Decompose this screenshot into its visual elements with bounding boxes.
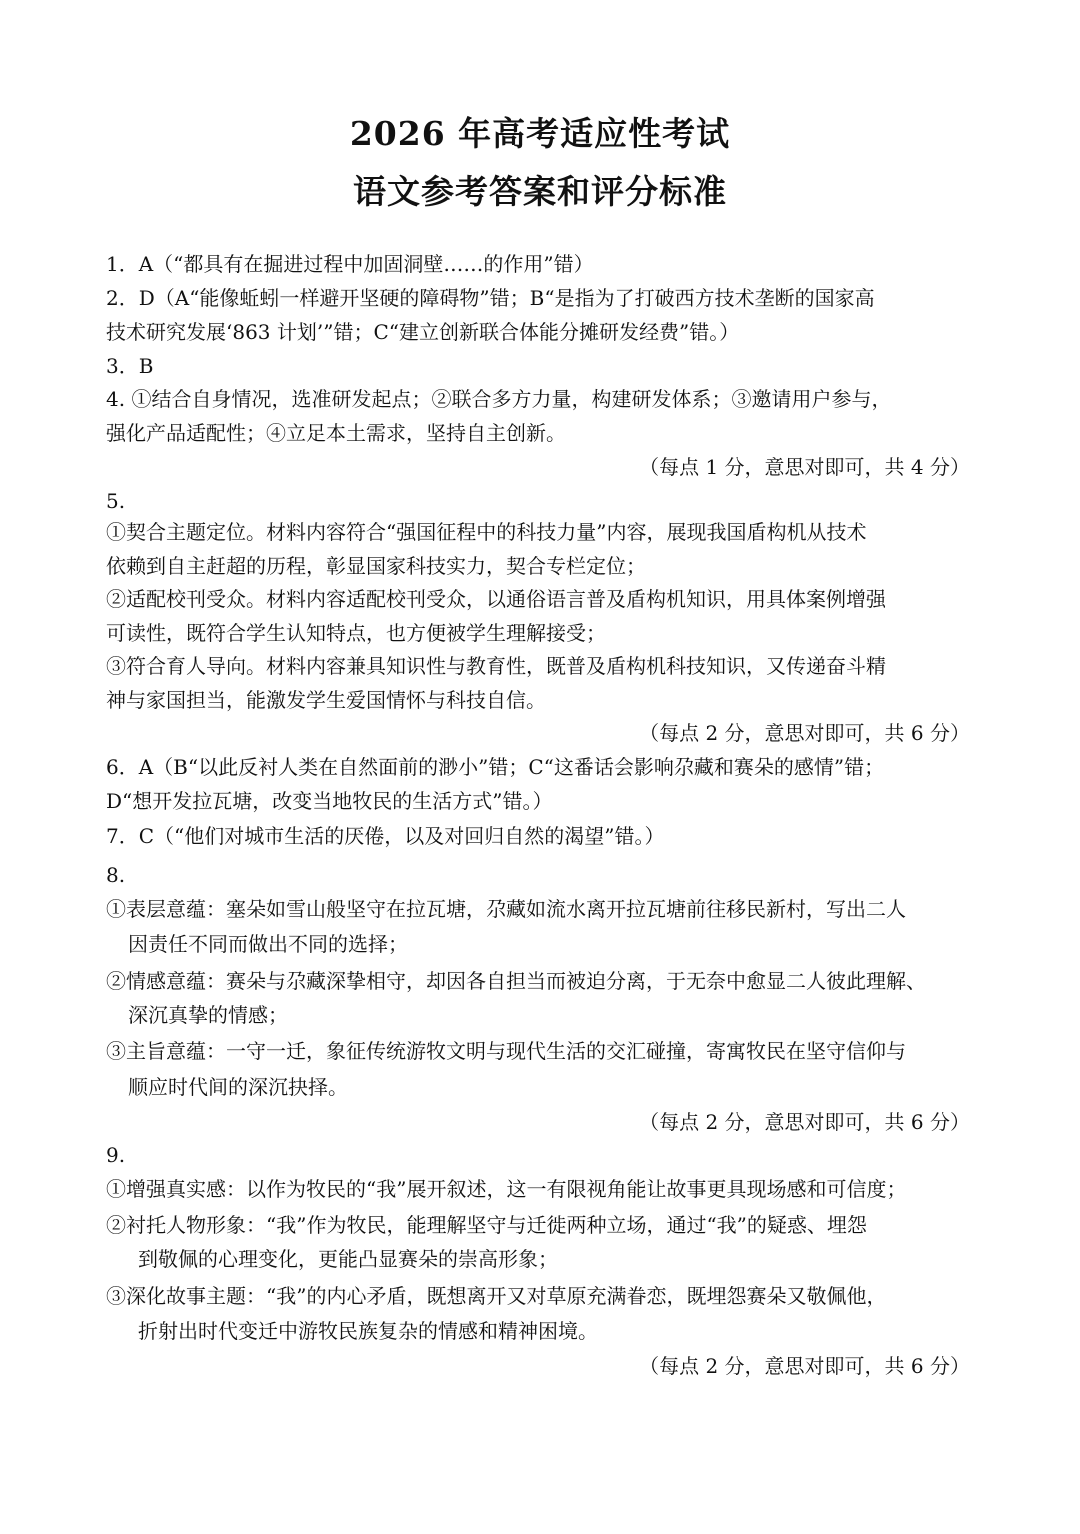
answer-5-line-4: 可读性，既符合学生认知特点，也方便被学生理解接受； (106, 621, 606, 645)
answer-2-line-1: 2．D（A“能像蚯蚓一样避开坚硬的障碍物”错；B“是指为了打破西方技术垄断的国家高 (106, 286, 875, 310)
answer-5-score: （每点 2 分，意思对即可，共 6 分） (639, 721, 970, 745)
answer-2-line-2: 技术研究发展‘863 计划’”错；C“建立创新联合体能分摊研发经费”错。） (106, 320, 740, 344)
answer-8-line-5: ③主旨意蕴：一守一迁，象征传统游牧文明与现代生活的交汇碰撞，寄寓牧民在坚守信仰与 (106, 1039, 906, 1063)
answer-8-line-2: 因责任不同而做出不同的选择； (128, 932, 408, 956)
answer-9-line-5: 折射出时代变迁中游牧民族复杂的情感和精神困境。 (138, 1319, 598, 1343)
answer-9-line-3: 到敬佩的心理变化，更能凸显赛朵的崇高形象； (138, 1247, 558, 1271)
answer-5-number: 5. (106, 489, 126, 513)
answer-6-line-1: 6．A（B“以此反衬人类在自然面前的渺小”错；C“这番话会影响尕藏和赛朵的感情”错； (106, 755, 885, 779)
answer-5-line-1: ①契合主题定位。材料内容符合“强国征程中的科技力量”内容，展现我国盾构机从技术 (106, 520, 867, 544)
answer-8-line-1: ①表层意蕴：塞朵如雪山般坚守在拉瓦塘，尕藏如流水离开拉瓦塘前往移民新村，写出二人 (106, 897, 906, 921)
answer-5-line-3: ②适配校刊受众。材料内容适配校刊受众，以通俗语言普及盾构机知识，用具体案例增强 (106, 587, 886, 611)
answer-8-line-4: 深沉真挚的情感； (128, 1003, 288, 1027)
answer-9-line-2: ②衬托人物形象：“我”作为牧民，能理解坚守与迁徙两种立场，通过“我”的疑惑、埋怨 (106, 1213, 867, 1237)
answer-8-line-6: 顺应时代间的深沉抉择。 (128, 1075, 348, 1099)
answer-5-line-5: ③符合育人导向。材料内容兼具知识性与教育性，既普及盾构机科技知识，又传递奋斗精 (106, 654, 886, 678)
answer-4-line-2: 强化产品适配性；④立足本土需求，坚持自主创新。 (106, 421, 566, 445)
answer-3: 3．B (106, 354, 154, 378)
answer-9-score: （每点 2 分，意思对即可，共 6 分） (639, 1354, 970, 1378)
answer-5-line-2: 依赖到自主赶超的历程，彰显国家科技实力，契合专栏定位； (106, 554, 646, 578)
exam-subtitle: 语文参考答案和评分标准 (353, 172, 727, 211)
answer-9-number: 9. (106, 1143, 126, 1167)
answer-8-number: 8. (106, 863, 126, 887)
answer-1: 1．A（“都具有在掘进过程中加固洞壁……的作用”错） (106, 252, 594, 276)
answer-9-line-1: ①增强真实感：以作为牧民的“我”展开叙述，这一有限视角能让故事更具现场感和可信度； (106, 1177, 907, 1201)
answer-5-line-6: 神与家国担当，能激发学生爱国情怀与科技自信。 (106, 688, 546, 712)
answer-8-line-3: ②情感意蕴：赛朵与尕藏深挚相守，却因各自担当而被迫分离，于无奈中愈显二人彼此理解、 (106, 969, 926, 993)
answer-4-score: （每点 1 分，意思对即可，共 4 分） (639, 455, 970, 479)
answer-9-line-4: ③深化故事主题：“我”的内心矛盾，既想离开又对草原充满眷恋，既埋怨赛朵又敬佩他， (106, 1284, 887, 1308)
exam-title: 2026 年高考适应性考试 (349, 114, 731, 153)
answer-8-score: （每点 2 分，意思对即可，共 6 分） (639, 1110, 970, 1134)
answer-7: 7．C（“他们对城市生活的厌倦，以及对回归自然的渴望”错。） (106, 824, 665, 848)
answer-4-line-1: 4. ①结合自身情况，选准研发起点；②联合多方力量，构建研发体系；③邀请用户参与， (106, 387, 892, 411)
answer-6-line-2: D“想开发拉瓦塘，改变当地牧民的生活方式”错。） (106, 789, 553, 813)
